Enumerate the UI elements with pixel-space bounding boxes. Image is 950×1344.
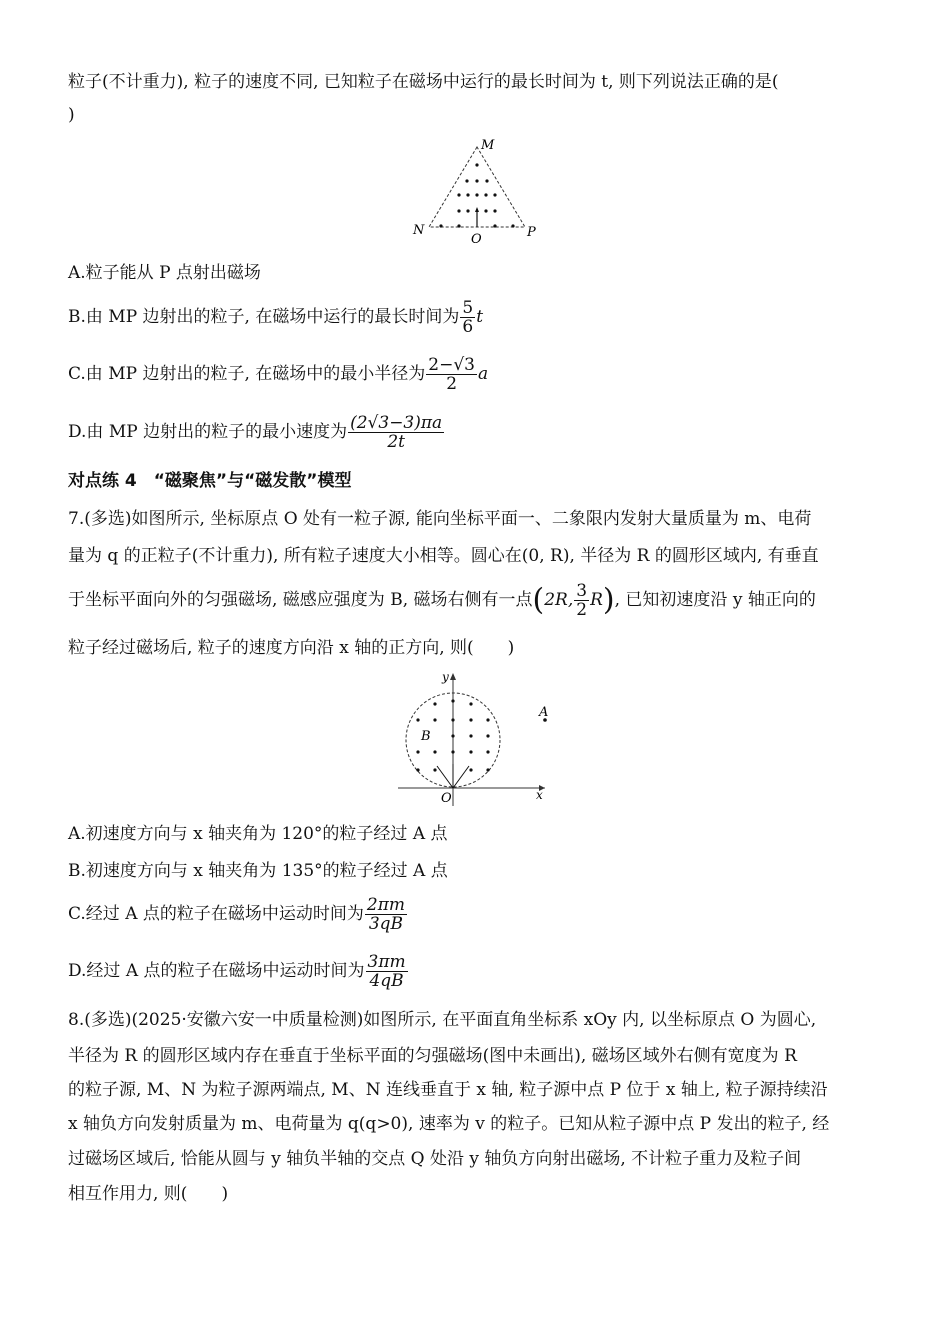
q8-line-5: 过磁场区域后, 恰能从圆与 y 轴负半轴的交点 Q 处沿 y 轴负方向射出磁场, 不计粒子重力及粒子间 [68, 1149, 802, 1169]
velocity-arrows [437, 764, 469, 788]
fraction: $\frac{2\pi m}{3qB}$ [366, 895, 405, 934]
q7-option-c: C.经过 A 点的粒子在磁场中运动时间为 $\frac{2\pi m}{3qB}$ [68, 895, 405, 934]
q6-option-b: B.由 MP 边射出的粒子, 在磁场中运行的最长时间为 $\frac{5}{6}$ t [68, 298, 484, 337]
q6-option-d-text: D.由 MP 边射出的粒子的最小速度为 [68, 422, 348, 442]
triangle-field-figure [405, 135, 545, 250]
q6-option-c: C.由 MP 边射出的粒子, 在磁场中的最小半径为 $\frac{2-√3}{2}$ a [68, 355, 489, 394]
label-A: A [539, 705, 549, 720]
label-P: P [527, 225, 536, 240]
q7-option-a: A.初速度方向与 x 轴夹角为 120°的粒子经过 A 点 [68, 824, 448, 844]
section-title: 对点练 4 “磁聚焦”与“磁发散”模型 [68, 471, 352, 491]
fraction: $\frac{5}{6}$ [462, 298, 474, 337]
q7-option-d: D.经过 A 点的粒子在磁场中运动时间为 $\frac{3\pi m}{4qB}$ [68, 952, 406, 991]
label-y: y [442, 670, 449, 684]
label-M: M [481, 138, 495, 153]
q7-line-2: 量为 q 的正粒子(不计重力), 所有粒子速度大小相等。圆心在(0, R), 半径为 R 的圆形区域内, 有垂直 [68, 546, 819, 566]
q8-line-2: 半径为 R 的圆形区域内存在垂直于坐标平面的匀强磁场(图中未画出), 磁场区域外右侧有宽度为 R [68, 1046, 797, 1066]
q8-line-3: 的粒子源, M、N 为粒子源两端点, M、N 连线垂直于 x 轴, 粒子源中点 P 位于 x 轴上, 粒子源持续沿 [68, 1080, 828, 1100]
label-B: B [421, 729, 431, 744]
label-x: x [536, 788, 543, 802]
q8-line-4: x 轴负方向发射质量为 m、电荷量为 q(q>0), 速率为 v 的粒子。已知从粒子源中点 P 发出的粒子, 经 [68, 1114, 830, 1134]
q8-line-1: 8.(多选)(2025·安徽六安一中质量检测)如图所示, 在平面直角坐标系 xOy 内, 以坐标原点 O 为圆心, [68, 1010, 817, 1030]
q6-option-b-text: B.由 MP 边射出的粒子, 在磁场中运行的最长时间为 [68, 307, 460, 327]
q7-line-1: 7.(多选)如图所示, 坐标原点 O 处有一粒子源, 能向坐标平面一、二象限内发射大量质量为 m、电荷 [68, 509, 812, 529]
q6-stem-line-2: ) [68, 105, 75, 125]
q7-option-b: B.初速度方向与 x 轴夹角为 135°的粒子经过 A 点 [68, 861, 448, 881]
fraction: $\frac{3\pi m}{4qB}$ [367, 952, 406, 991]
fraction: $\frac{(2√3-3)\pi a}{2t}$ [350, 413, 443, 452]
q6-stem-line-1: 粒子(不计重力), 粒子的速度不同, 已知粒子在磁场中运行的最长时间为 t, 则下列说法正确的是( [68, 72, 779, 92]
q6-option-a: A.粒子能从 P 点射出磁场 [68, 263, 261, 283]
q6-option-d [68, 414, 445, 451]
circle-field-figure [395, 668, 555, 808]
label-O: O [441, 791, 452, 806]
q7-line-4: 粒子经过磁场后, 粒子的速度方向沿 x 轴的正方向, 则( ) [68, 638, 515, 658]
label-O: O [471, 232, 482, 247]
fraction: $\frac{3}{2}$ [576, 581, 588, 620]
q8-line-6: 相互作用力, 则( ) [68, 1184, 229, 1204]
label-N: N [413, 223, 425, 238]
field-dots [416, 699, 549, 771]
fraction: $\frac{2-√3}{2}$ [428, 355, 475, 394]
q7-line-3: 于坐标平面向外的匀强磁场, 磁感应强度为 B, 磁场右侧有一点(2R, $\frac{3}{2}$ R), 已知初速度沿 y 轴正向的 [68, 581, 816, 620]
q6-option-c-text: C.由 MP 边射出的粒子, 在磁场中的最小半径为 [68, 364, 426, 384]
